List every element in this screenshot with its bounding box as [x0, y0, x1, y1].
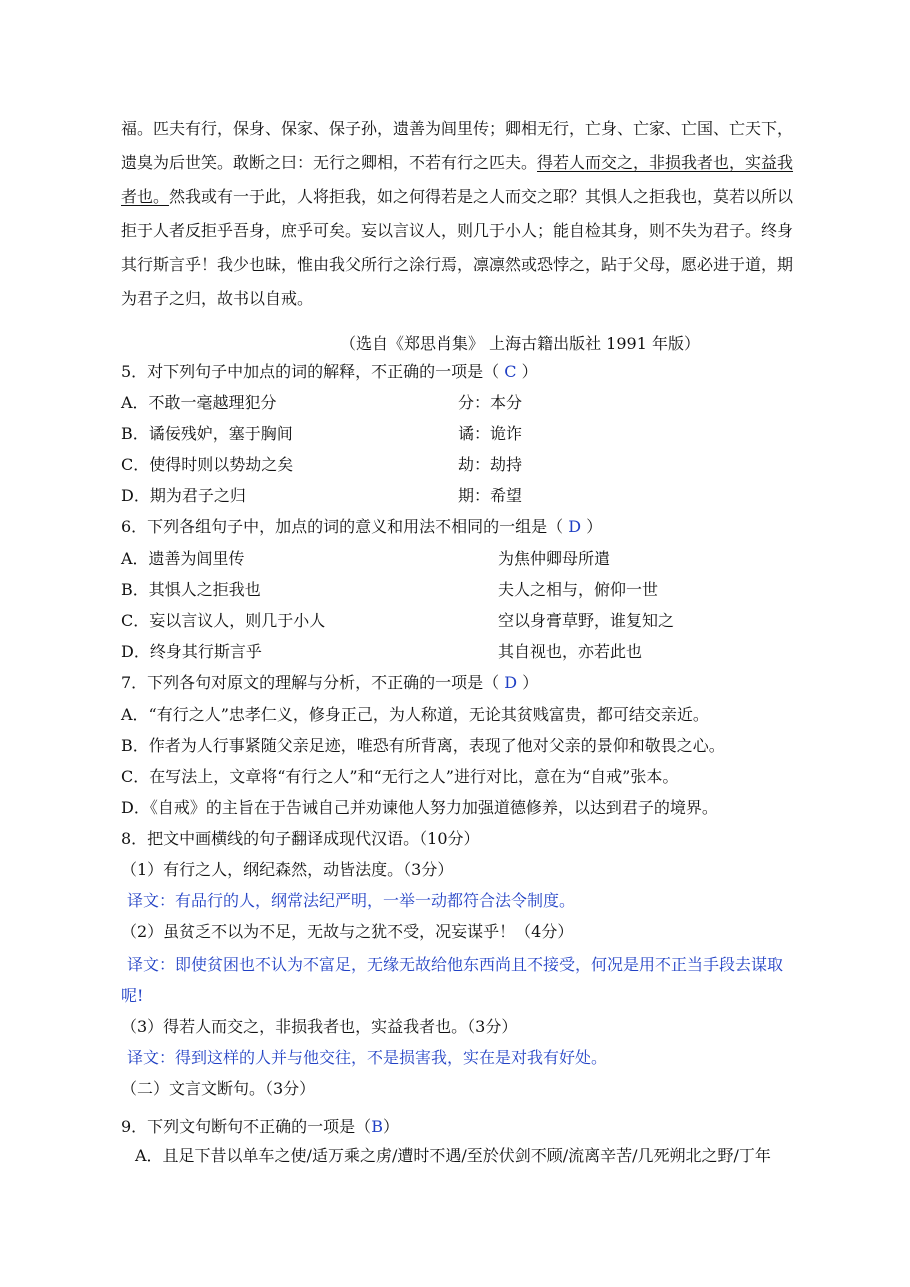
passage-line: 为君子之归，故书以自戒。	[121, 289, 314, 308]
answer-q5: C	[504, 362, 517, 381]
sentence-2: （2）虽贫乏不以为不足，无故与之犹不受，况妄谋乎！（4分）	[121, 922, 574, 941]
translation-2-cont: 呢!	[121, 986, 144, 1005]
passage-line	[121, 152, 793, 174]
option-row: A．且足下昔以单车之使/适万乘之虏/遭时不遇/至於伏剑不顾/流离辛苦/几死朔北之野/丁年	[135, 1146, 771, 1165]
answer-q9: B	[371, 1117, 383, 1136]
source-citation: （选自《郑思肖集》 上海古籍出版社 1991 年版）	[340, 334, 700, 353]
option-row: A．“有行之人”忠孝仁义，修身正己，为人称道，无论其贫贱富贵，都可结交亲近。	[121, 705, 709, 724]
option-row: C．妄以言议人，则几于小人 空以身膏草野，谁复知之	[121, 611, 675, 630]
translation-3: 译文：得到这样的人并与他交往，不是损害我，实在是对我有好处。	[127, 1048, 608, 1067]
sentence-1: （1）有行之人，纲纪森然，动皆法度。（3分）	[121, 860, 454, 879]
passage-text: 遗臭为后世笑。敢断之曰：无行之卿相，不若有行之匹夫。	[121, 153, 538, 172]
option-row: D．《自戒》的主旨在于告诫自己并劝谏他人努力加强道德修养，以达到君子的境界。	[121, 798, 718, 817]
option-row: A．不敢一毫越理犯分 分：本分	[121, 393, 523, 412]
option-row: B．其惧人之拒我也 夫人之相与，俯仰一世	[121, 580, 659, 599]
question-8-stem: 8．把文中画横线的句子翻译成现代汉语。（10分）	[121, 829, 480, 848]
option-row: A．遗善为闾里传 为焦仲卿母所遣	[121, 549, 611, 568]
translation-2: 译文：即使贫困也不认为不富足，无缘无故给他东西尚且不接受，何况是用不正当手段去谋取	[127, 955, 784, 974]
question-7-stem: 7．下列各句对原文的理解与分析，不正确的一项是（ D ）	[121, 673, 539, 692]
question-6-stem: 6．下列各组句子中，加点的词的意义和用法不相同的一组是（ D ）	[121, 517, 603, 536]
option-row: D．终身其行斯言乎 其自视也，亦若此也	[121, 642, 643, 661]
passage-line: 拒于人者反拒乎吾身，庶乎可矣。妄以言议人，则几于小人；能自检其身，则不失为君子。终身	[121, 221, 794, 240]
sentence-3: （3）得若人而交之，非损我者也，实益我者也。（3分）	[121, 1017, 518, 1036]
answer-q6: D	[568, 517, 582, 536]
passage-line	[121, 186, 793, 208]
option-row: B．谲佞残妒，塞于胸间 谲：诡诈	[121, 424, 523, 443]
option-row: C．在写法上，文章将“有行之人”和“无行之人”进行对比，意在为“自戒”张本。	[121, 767, 679, 786]
question-9-stem: 9．下列文句断句不正确的一项是（B）	[121, 1117, 399, 1136]
option-row: C．使得时则以势劫之矣 劫：劫持	[121, 455, 523, 474]
section-heading: （二）文言文断句。（3分）	[121, 1079, 316, 1098]
passage-text: 然我或有一于此，人将拒我，如之何得若是之人而交之耶？其惧人之拒我也，莫若以所以	[169, 187, 794, 206]
answer-q7: D	[504, 673, 518, 692]
passage-line: 福。匹夫有行，保身、保家、保子孙，遗善为闾里传；卿相无行，亡身、亡家、亡国、亡天下，	[121, 119, 794, 138]
underlined-sentence: 者也。	[121, 187, 170, 206]
question-5-stem: 5．对下列句子中加点的词的解释，不正确的一项是（ C ）	[121, 362, 538, 381]
option-row: D．期为君子之归 期：希望	[121, 486, 523, 505]
option-row: B．作者为人行事紧随父亲足迹，唯恐有所背离，表现了他对父亲的景仰和敬畏之心。	[121, 736, 725, 755]
translation-1: 译文：有品行的人，纲常法纪严明，一举一动都符合法令制度。	[127, 891, 576, 910]
underlined-sentence: 得若人而交之，非损我者也，实益我	[537, 153, 794, 172]
passage-line: 其行斯言乎！我少也昧，惟由我父所行之涂行焉，凛凛然或恐悖之，跕于父母，愿必进于道，期	[121, 255, 794, 274]
